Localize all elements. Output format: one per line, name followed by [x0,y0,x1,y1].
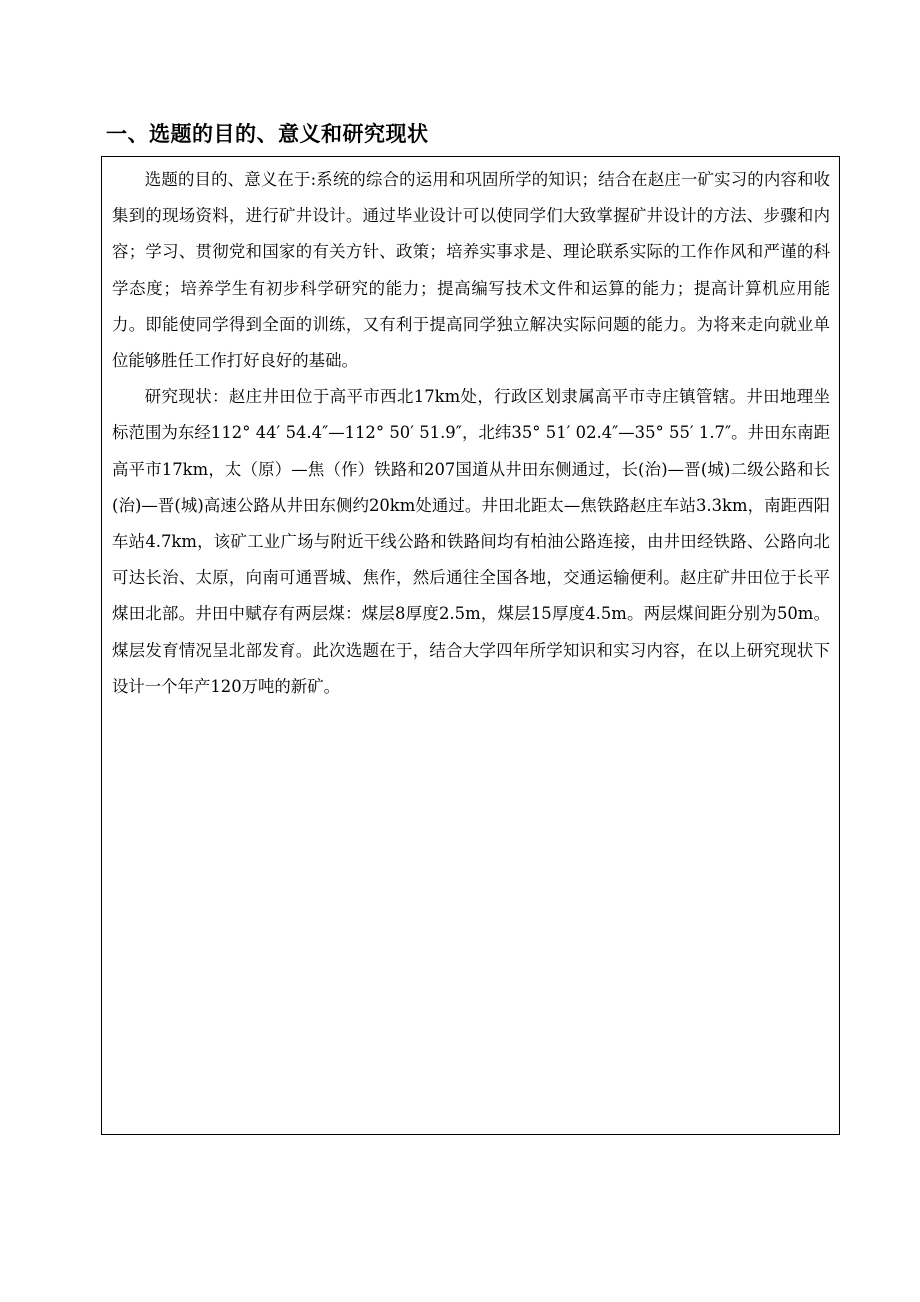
research-status-paragraph: 研究现状：赵庄井田位于高平市西北17km处，行政区划隶属高平市寺庄镇管辖。井田地理坐标范围为东经112° 44′ 54.4″—112° 50′ 51.9″，北纬35° 51′ 02.4″—35° 55′ 1.7″。井田东南距高平市17km，太（原）—焦（作）铁路和207国道从井田东侧通过，长(治)—晋(城)二级公路和长(治)—晋(城)高速公路从井田东侧约20km处通过。井田北距太—焦铁路赵庄车站3.3km，南距西阳车站4.7km，该矿工业广场与附近干线公路和铁路间均有柏油公路连接，由井田经铁路、公路向北可达长治、太原，向南可通晋城、焦作，然后通往全国各地，交通运输便利。赵庄矿井田位于长平煤田北部。井田中赋存有两层煤：煤层8厚度2.5m，煤层15厚度4.5m。两层煤间距分别为50m。煤层发育情况呈北部发育。此次选题在于，结合大学四年所学知识和实习内容，在以上研究现状下设计一个年产120万吨的新矿。 [112,387,830,696]
purpose-paragraph: 选题的目的、意义在于:系统的综合的运用和巩固所学的知识；结合在赵庄一矿实习的内容和收集到的现场资料，进行矿井设计。通过毕业设计可以使同学们大致掌握矿井设计的方法、步骤和内容；学习、贯彻党和国家的有关方针、政策；培养实事求是、理论联系实际的工作作风和严谨的科学态度；培养学生有初步科学研究的能力；提高编写技术文件和运算的能力；提高计算机应用能力。即能使同学得到全面的训练，又有利于提高同学独立解决实际问题的能力。为将来走向就业单位能够胜任工作打好良好的基础。 [112,170,830,371]
section-heading: 一、选题的目的、意义和研究现状 [106,122,429,146]
content-box [101,156,840,1135]
